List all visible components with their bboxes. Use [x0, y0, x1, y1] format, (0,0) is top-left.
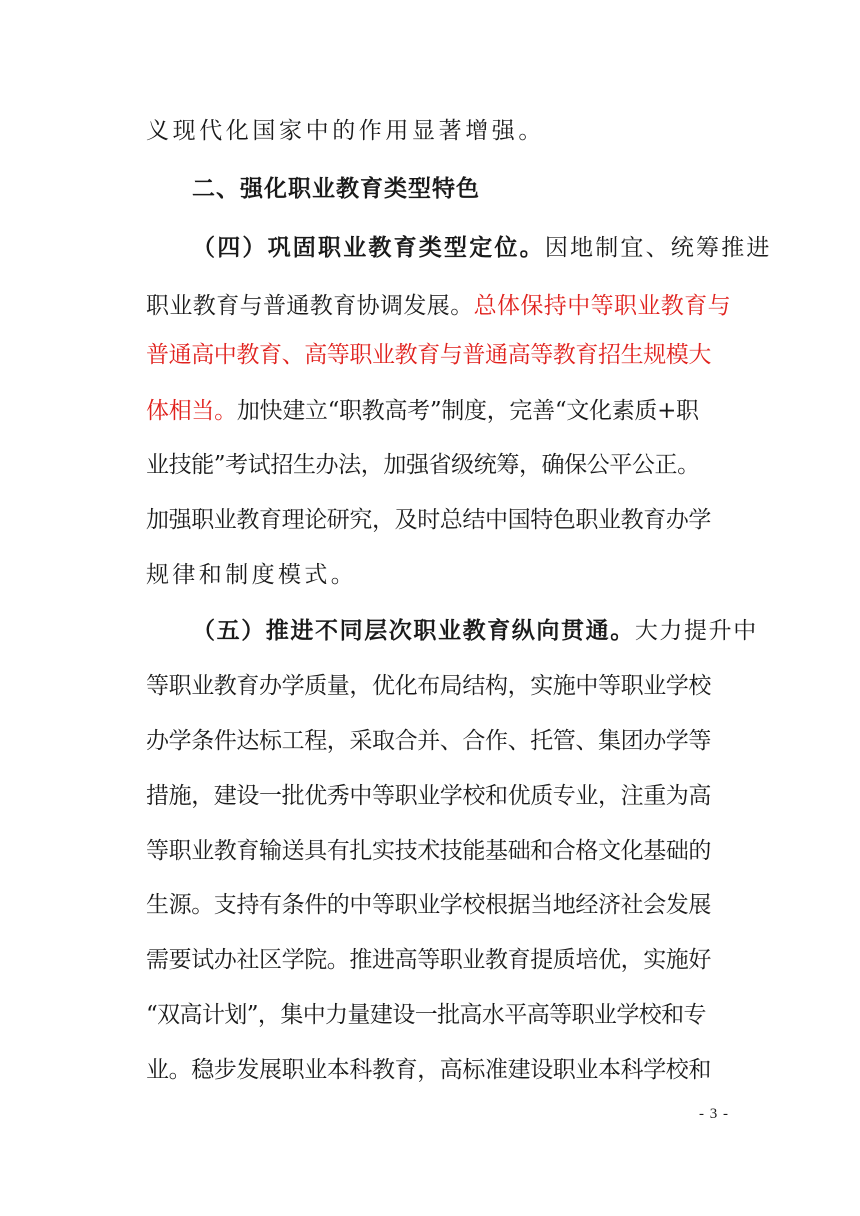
text-segment: 措施，建设一批优秀中等职业学校和优质专业，注重为高: [146, 783, 712, 809]
paragraph-line: [146, 291, 732, 321]
paragraph-lead: （四）巩固职业教育类型定位。: [192, 235, 545, 261]
text-segment: 规律和制度模式。: [146, 562, 358, 588]
text-segment: 业。稳步发展职业本科教育，高标准建设职业本科学校和: [146, 1057, 712, 1083]
paragraph-line: [192, 233, 772, 263]
paragraph-line: [146, 945, 728, 975]
paragraph-line: [146, 396, 728, 426]
text-segment: 因地制宜、统筹推进: [544, 235, 772, 261]
text-segment: “双高计划”，集中力量建设一批高水平高等职业学校和专: [146, 1002, 706, 1028]
text-segment: 办学条件达标工程，采取合并、合作、托管、集团办学等: [146, 728, 712, 754]
text-segment: 生源。支持有条件的中等职业学校根据当地经济社会发展: [146, 892, 712, 918]
page-number: - 3 -: [699, 1106, 729, 1122]
paragraph-line: [192, 616, 758, 646]
paragraph-line: [146, 1000, 728, 1030]
paragraph-lead: （五）推进不同层次职业教育纵向贯通。: [192, 618, 635, 644]
highlighted-line: [146, 340, 728, 370]
text-segment: 加快建立“职教高考”制度，完善“文化素质+职: [236, 398, 699, 424]
paragraph-line: [146, 505, 728, 535]
text-segment: 加强职业教育理论研究，及时总结中国特色职业教育办学: [146, 507, 712, 533]
paragraph-line: [146, 560, 728, 590]
text-line: [146, 116, 728, 146]
section-heading: [192, 174, 728, 204]
text-segment: 等职业教育办学质量，优化布局结构，实施中等职业学校: [146, 673, 712, 699]
text-segment: 大力提升中: [634, 618, 758, 644]
highlighted-text: 总体保持中等职业教育与: [473, 293, 732, 319]
text-segment: 等职业教育输送具有扎实技术技能基础和合格文化基础的: [146, 838, 712, 864]
paragraph-line: [146, 450, 728, 480]
text-segment: 义现代化国家中的作用显著增强。: [146, 118, 545, 144]
text-segment: 需要试办社区学院。推进高等职业教育提质培优，实施好: [146, 947, 712, 973]
heading-text: 二、强化职业教育类型特色: [192, 176, 480, 202]
paragraph-line: [146, 726, 728, 756]
paragraph-line: [146, 781, 728, 811]
text-segment: 业技能”考试招生办法，加强省级统筹，确保公平公正。: [146, 452, 700, 478]
highlighted-text: 普通高中教育、高等职业教育与普通高等教育招生规模大: [146, 342, 712, 368]
paragraph-line: [146, 836, 728, 866]
highlighted-text: 体相当。: [146, 398, 237, 424]
paragraph-line: [146, 1055, 728, 1085]
paragraph-line: [146, 890, 728, 920]
text-segment: 职业教育与普通教育协调发展。: [146, 293, 474, 319]
paragraph-line: [146, 671, 728, 701]
